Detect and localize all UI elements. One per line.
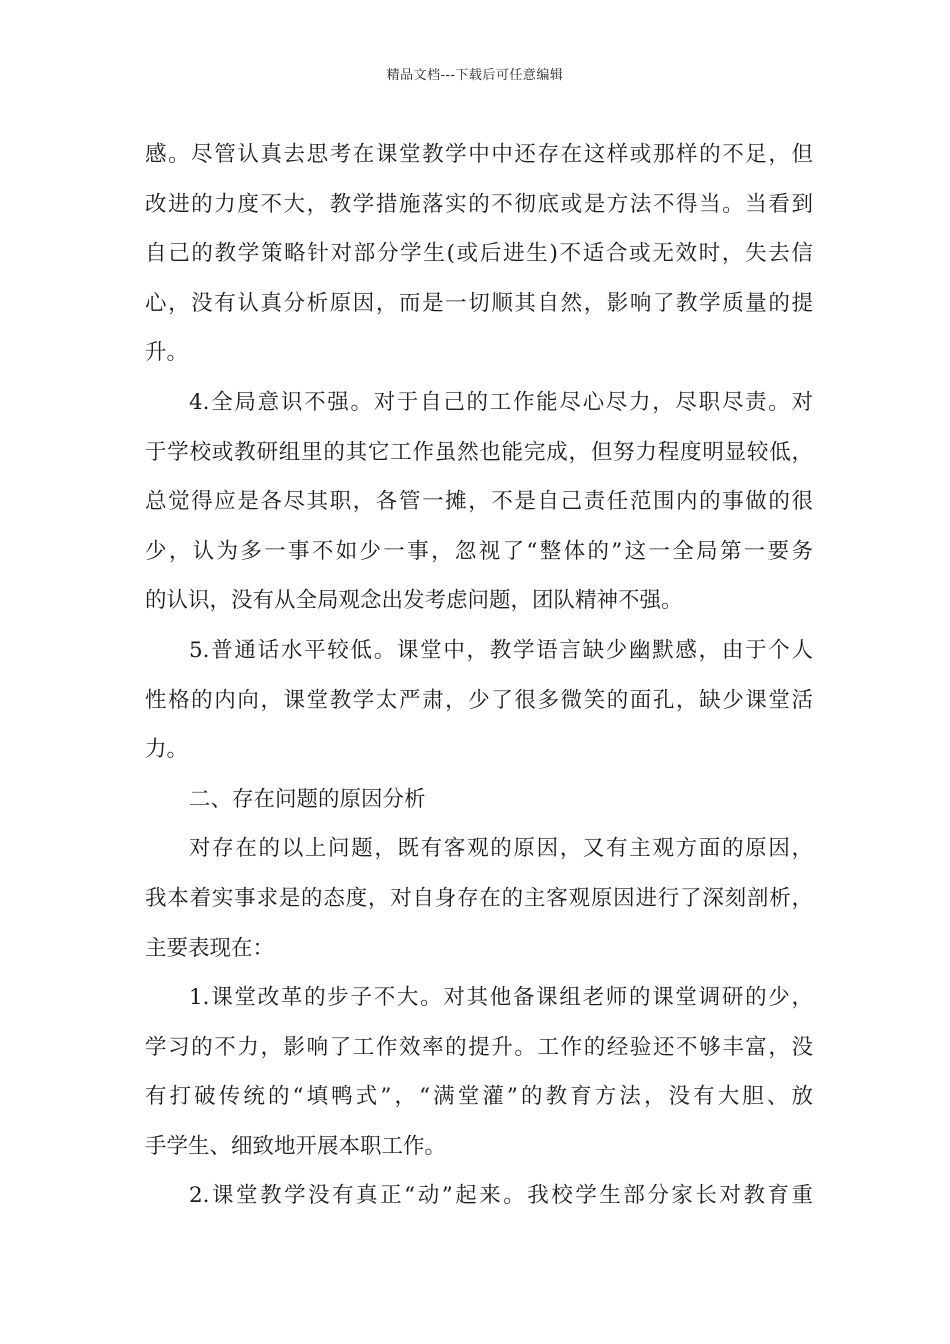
text-line: 手学生、细致地开展本职工作。 <box>145 1133 447 1159</box>
text-line: 升。 <box>145 340 189 366</box>
text-line: 我本着实事求是的态度，对自身存在的主客观原因进行了深刻剖析， <box>145 885 813 911</box>
text-line: 性格的内向，课堂教学太严肃，少了很多微笑的面孔，缺少课堂活 <box>145 687 813 713</box>
text-line: 感。尽管认真去思考在课堂教学中中还存在这样或那样的不足，但 <box>145 142 813 167</box>
text-line: 的认识，没有从全局观念出发考虑问题，团队精神不强。 <box>145 588 683 614</box>
text-line: 总觉得应是各尽其职，各管一摊，不是自己责任范围内的事做的很 <box>145 489 813 515</box>
text-line: 有打破传统的“填鸭式”，“满堂灌”的教育方法，没有大胆、放 <box>145 1084 813 1110</box>
section-heading: 二、存在问题的原因分析 <box>189 786 426 812</box>
text-line: 少，认为多一事不如少一事，忽视了“整体的”这一全局第一要务 <box>145 538 813 564</box>
text-line: 2.课堂教学没有真正“动”起来。我校学生部分家长对教育重 <box>189 1183 813 1209</box>
page-header: 精品文档---下载后可任意编辑 <box>386 68 564 83</box>
text-line: 主要表现在： <box>145 935 275 961</box>
text-line: 于学校或教研组里的其它工作虽然也能完成，但努力程度明显较低， <box>145 439 813 465</box>
text-line: 心，没有认真分析原因，而是一切顺其自然，影响了教学质量的提 <box>145 290 813 316</box>
text-line: 对存在的以上问题，既有客观的原因，又有主观方面的原因， <box>189 836 813 862</box>
text-line: 学习的不力，影响了工作效率的提升。工作的经验还不够丰富，没 <box>145 1034 813 1060</box>
text-line: 自己的教学策略针对部分学生(或后进生)不适合或无效时，失去信 <box>145 241 813 267</box>
text-line: 1.课堂改革的步子不大。对其他备课组老师的课堂调研的少， <box>189 985 813 1011</box>
text-line: 4.全局意识不强。对于自己的工作能尽心尽力，尽职尽责。对 <box>189 389 813 415</box>
document-body <box>145 130 813 1221</box>
text-line: 改进的力度不大，教学措施落实的不彻底或是方法不得当。当看到 <box>145 191 813 217</box>
text-line: 5.普通话水平较低。课堂中，教学语言缺少幽默感，由于个人 <box>189 637 813 663</box>
text-line: 力。 <box>145 737 189 763</box>
